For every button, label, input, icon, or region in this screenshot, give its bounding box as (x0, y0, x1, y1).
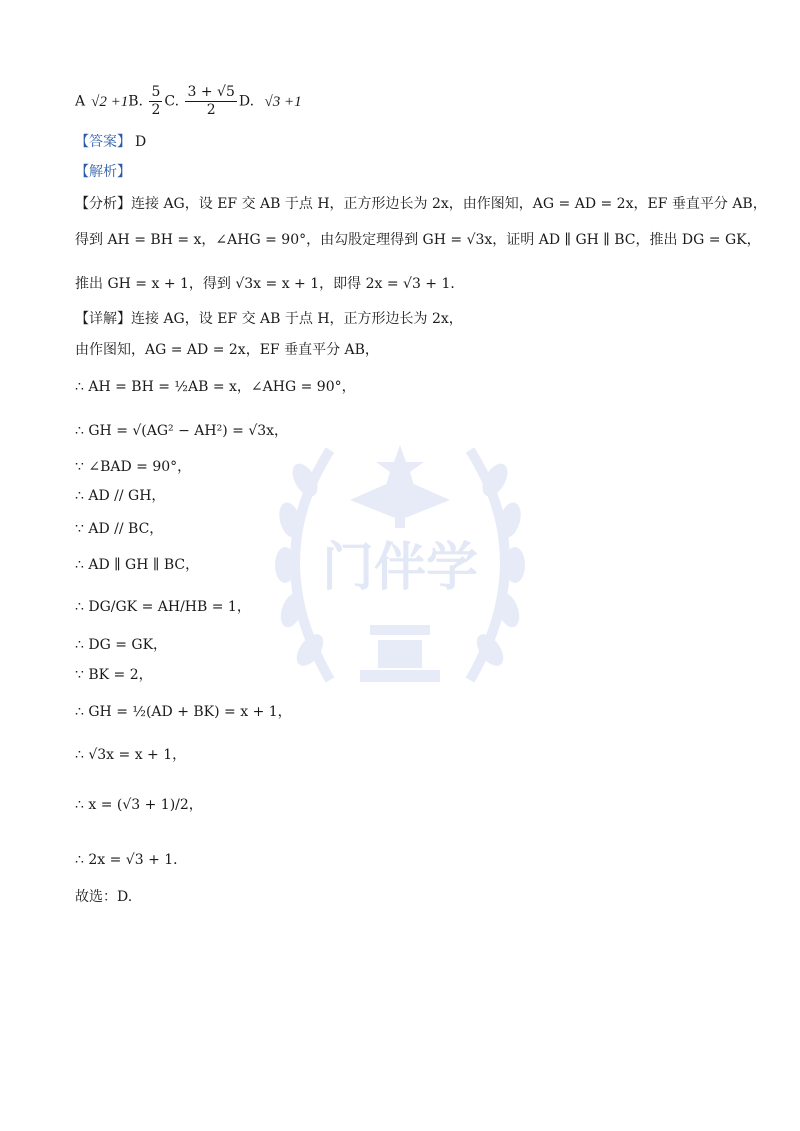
option-b-label: B. (128, 93, 143, 110)
summary-text-1: 连接 AG，设 EF 交 AB 于点 H，正方形边长为 2x，由作图知，AG = AD = 2x，EF 垂直平分 AB， (131, 196, 767, 212)
detail-line-2: 由作图知，AG = AD = 2x，EF 垂直平分 AB， (75, 342, 379, 358)
analysis-tag: 【解析】 (75, 164, 131, 180)
option-c-fraction: $\frac{3 + √5}{2}$ (187, 84, 235, 118)
step-2: ∴ GH = √(AG² − AH²) = √3x， (75, 423, 289, 439)
detail-line-1 (75, 309, 463, 329)
watermark-text: 门伴学 (321, 538, 479, 598)
step-8: ∴ DG = GK， (75, 637, 168, 653)
option-d-value: √3 +1 (264, 93, 302, 110)
options-row (75, 84, 302, 119)
step-12: ∴ x = (√3 + 1)/2， (75, 797, 203, 813)
summary-tag: 【分析】 (75, 196, 131, 212)
step-5: ∵ AD // BC， (75, 521, 164, 537)
option-b-fraction: $\frac{5}{2}$ (151, 84, 161, 118)
step-4: ∴ AD // GH， (75, 488, 166, 504)
answer-tag: 【答案】 (75, 134, 131, 150)
option-a-label: A (75, 93, 86, 110)
step-13: ∴ 2x = √3 + 1． (75, 852, 188, 868)
detail-tag: 【详解】 (75, 311, 131, 327)
option-a-value: √2 +1 (91, 93, 129, 110)
step-6: ∴ AD ∥ GH ∥ BC， (75, 557, 200, 573)
step-3: ∵ ∠BAD = 90°， (75, 459, 192, 475)
step-1: ∴ AH = BH = ½AB = x，∠AHG = 90°， (75, 379, 356, 395)
summary-line-3: 推出 GH = x + 1，得到 √3x = x + 1，即得 2x = √3 + 1． (75, 276, 465, 292)
option-c-label: C. (164, 93, 180, 110)
summary-line-2: 得到 AH = BH = x，∠AHG = 90°，由勾股定理得到 GH = √3x，证明 AD ∥ GH ∥ BC，推出 DG = GK， (75, 232, 761, 248)
answer-value: D (135, 134, 147, 150)
option-d-label: D. (238, 93, 255, 110)
step-10: ∴ GH = ½(AD + BK) = x + 1， (75, 704, 292, 720)
summary-line-1 (75, 194, 767, 214)
detail-text-1: 连接 AG，设 EF 交 AB 于点 H，正方形边长为 2x， (131, 311, 463, 327)
answer-row (75, 132, 146, 152)
step-7: ∴ DG/GK = AH/HB = 1， (75, 599, 251, 615)
step-11: ∴ √3x = x + 1， (75, 747, 187, 763)
final-choice: 故选：D. (75, 889, 133, 905)
step-9: ∵ BK = 2， (75, 667, 153, 683)
